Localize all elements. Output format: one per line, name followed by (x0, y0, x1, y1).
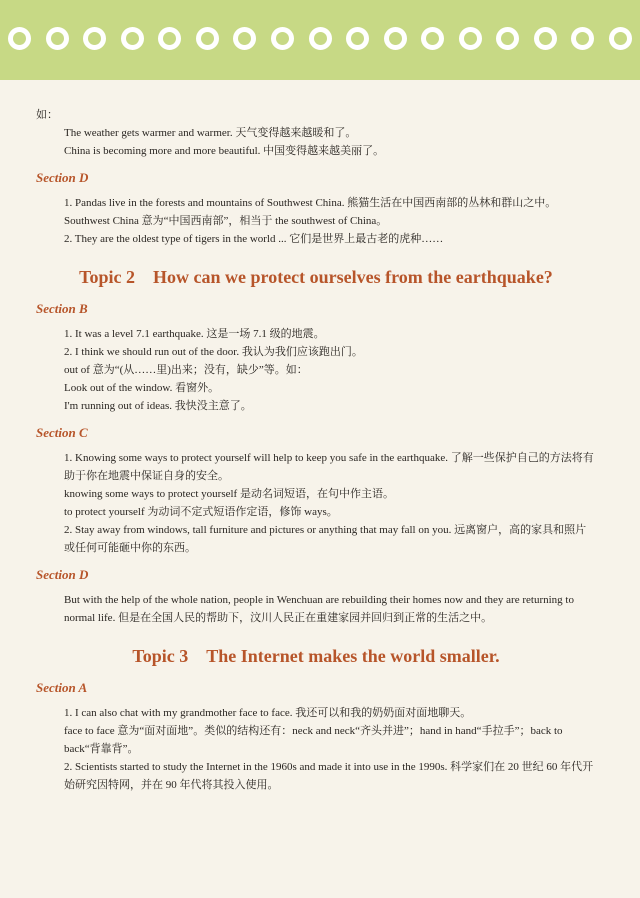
text-line: 1. It was a level 7.1 earthquake. 这是一场 7.1 级的地震。 (64, 328, 325, 340)
header-band (0, 0, 640, 80)
topic-number: Topic 3 (132, 646, 189, 666)
paragraph: face to face 意为“面对面地”。类似的结构还有：neck and neck“齐头并进”；hand in hand“手拉手”；back to back“背靠背”。 (64, 725, 563, 755)
ring-icon (346, 27, 369, 50)
topic-heading (36, 268, 596, 286)
text-line: The weather gets warmer and warmer. 天气变得越来越暖和了。 (64, 127, 357, 139)
section-heading: Section D (36, 567, 89, 582)
page-body (36, 106, 596, 794)
text-line: Southwest China 意为“中国西南部”，相当于 the southwest of China。 (64, 215, 388, 227)
text-line: to protect yourself 为动词不定式短语作定语，修饰 ways。 (64, 506, 338, 518)
paragraph: 1. Pandas live in the forests and mountains of Southwest China. 熊猫生活在中国西南部的丛林和群山之中。 (64, 197, 557, 209)
text-line: out of 意为“(从……里)出来；没有，缺少”等。如： (64, 364, 308, 376)
ring-icon (496, 27, 519, 50)
section-heading: Section A (36, 680, 88, 695)
ring-icon (309, 27, 332, 50)
text-line: Look out of the window. 看窗外。 (64, 382, 220, 394)
text-line: China is becoming more and more beautiful. 中国变得越来越美丽了。 (64, 145, 385, 157)
ring-icon (534, 27, 557, 50)
topic-heading (36, 647, 596, 665)
paragraph: 2. Scientists started to study the Internet in the 1960s and made it into use in the 1990s. 科学家们在 20 世纪 60 年代开始研究因特网，并在 90 年代将其投入使用。 (64, 761, 594, 791)
ring-icon (571, 27, 594, 50)
text-line: I'm running out of ideas. 我快没主意了。 (64, 400, 252, 412)
text-line: knowing some ways to protect yourself 是动名词短语，在句中作主语。 (64, 488, 394, 500)
paragraph: 1. Knowing some ways to protect yourself will help to keep you safe in the earthquake. 了解一些保护自己的方法将有助于你在地震中保证自身的安全。 (64, 452, 594, 482)
text-line: 2. I think we should run out of the door. 我认为我们应该跑出门。 (64, 346, 363, 358)
text-line: 2. They are the oldest type of tigers in the world ... 它们是世界上最古老的虎种…… (64, 233, 444, 245)
paragraph: But with the help of the whole nation, people in Wenchuan are rebuilding their homes now and they are returning to normal life. 但是在全国人民的帮助下，汶川人民正在重建家园并回归到正常的生活之中。 (64, 594, 574, 624)
ring-icon (121, 27, 144, 50)
ring-icon (421, 27, 444, 50)
ring-icon (459, 27, 482, 50)
ring-icon (196, 27, 219, 50)
ring-icon (8, 27, 31, 50)
ring-icon (46, 27, 69, 50)
text-line: 1. I can also chat with my grandmother face to face. 我还可以和我的奶奶面对面地聊天。 (64, 707, 472, 719)
topic-title: The Internet makes the world smaller. (206, 646, 500, 666)
section-heading: Section D (36, 170, 89, 185)
topic-title: How can we protect ourselves from the earthquake? (153, 267, 553, 287)
paragraph: 2. Stay away from windows, tall furniture and pictures or anything that may fall on you. 远离窗户，高的家具和照片或任何可能砸中你的东西。 (64, 524, 587, 554)
ring-icon (384, 27, 407, 50)
ring-row (0, 22, 640, 58)
section-heading: Section C (36, 425, 88, 440)
ring-icon (609, 27, 632, 50)
section-heading: Section B (36, 301, 88, 316)
text-line: 如： (36, 109, 58, 121)
topic-number: Topic 2 (79, 267, 136, 287)
ring-icon (158, 27, 181, 50)
ring-icon (271, 27, 294, 50)
ring-icon (233, 27, 256, 50)
ring-icon (83, 27, 106, 50)
